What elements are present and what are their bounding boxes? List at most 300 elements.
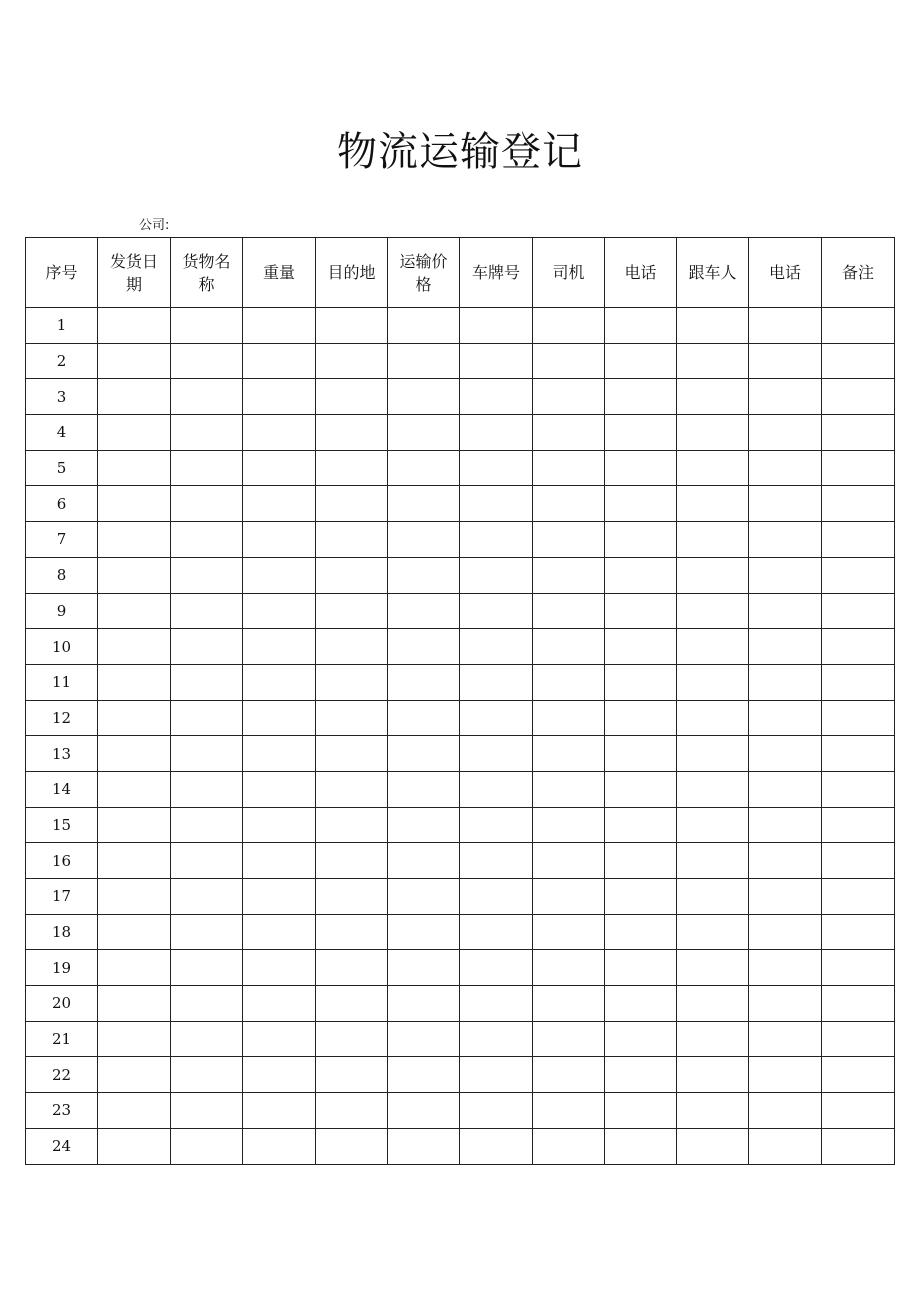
entry-cell[interactable] <box>316 700 388 736</box>
entry-cell[interactable] <box>605 593 677 629</box>
table-row <box>26 807 895 843</box>
column-header <box>26 238 98 308</box>
entry-cell[interactable] <box>749 486 822 522</box>
entry-cell[interactable] <box>749 1128 822 1164</box>
entry-cell[interactable] <box>460 379 533 415</box>
entry-cell[interactable] <box>605 843 677 879</box>
entry-cell[interactable] <box>316 879 388 915</box>
entry-cell[interactable] <box>460 843 533 879</box>
entry-cell[interactable] <box>749 308 822 344</box>
row-number-cell: 13 <box>26 736 98 772</box>
row-number-cell: 9 <box>26 593 98 629</box>
entry-cell[interactable] <box>98 700 171 736</box>
entry-cell[interactable] <box>533 879 605 915</box>
entry-cell[interactable] <box>171 1057 243 1093</box>
entry-cell[interactable] <box>388 343 460 379</box>
entry-cell[interactable] <box>243 522 316 558</box>
entry-cell[interactable] <box>98 415 171 451</box>
entry-cell[interactable] <box>533 1057 605 1093</box>
entry-cell[interactable] <box>749 1093 822 1129</box>
entry-cell[interactable] <box>460 807 533 843</box>
entry-cell[interactable] <box>98 379 171 415</box>
entry-cell[interactable] <box>171 843 243 879</box>
entry-cell[interactable] <box>316 736 388 772</box>
entry-cell[interactable] <box>822 736 895 772</box>
entry-cell[interactable] <box>243 736 316 772</box>
entry-cell[interactable] <box>243 379 316 415</box>
entry-cell[interactable] <box>605 450 677 486</box>
entry-cell[interactable] <box>171 415 243 451</box>
entry-cell[interactable] <box>460 1057 533 1093</box>
entry-cell[interactable] <box>533 700 605 736</box>
entry-cell[interactable] <box>243 308 316 344</box>
entry-cell[interactable] <box>749 736 822 772</box>
entry-cell[interactable] <box>316 415 388 451</box>
column-header <box>243 238 316 308</box>
entry-cell[interactable] <box>388 700 460 736</box>
entry-cell[interactable] <box>243 343 316 379</box>
entry-cell[interactable] <box>388 450 460 486</box>
entry-cell[interactable] <box>316 486 388 522</box>
column-header-label: 序号 <box>45 263 78 282</box>
entry-cell[interactable] <box>171 950 243 986</box>
entry-cell[interactable] <box>316 1057 388 1093</box>
entry-cell[interactable] <box>677 736 749 772</box>
entry-cell[interactable] <box>605 914 677 950</box>
entry-cell[interactable] <box>533 308 605 344</box>
column-header-label: 备注 <box>841 263 874 282</box>
entry-cell[interactable] <box>171 557 243 593</box>
table-row <box>26 950 895 986</box>
entry-cell[interactable] <box>533 664 605 700</box>
entry-cell[interactable] <box>822 879 895 915</box>
entry-cell[interactable] <box>605 522 677 558</box>
column-header <box>388 238 460 308</box>
entry-cell[interactable] <box>460 557 533 593</box>
entry-cell[interactable] <box>822 379 895 415</box>
entry-cell[interactable] <box>98 1057 171 1093</box>
entry-cell[interactable] <box>605 1021 677 1057</box>
entry-cell[interactable] <box>749 914 822 950</box>
entry-cell[interactable] <box>605 415 677 451</box>
entry-cell[interactable] <box>243 450 316 486</box>
entry-cell[interactable] <box>749 629 822 665</box>
entry-cell[interactable] <box>388 593 460 629</box>
table-row <box>26 450 895 486</box>
entry-cell[interactable] <box>98 308 171 344</box>
entry-cell[interactable] <box>388 771 460 807</box>
column-header-label: 运输价格 <box>399 251 448 294</box>
entry-cell[interactable] <box>749 522 822 558</box>
entry-cell[interactable] <box>98 1093 171 1129</box>
entry-cell[interactable] <box>677 879 749 915</box>
entry-cell[interactable] <box>98 1021 171 1057</box>
entry-cell[interactable] <box>460 1128 533 1164</box>
entry-cell[interactable] <box>533 736 605 772</box>
entry-cell[interactable] <box>677 700 749 736</box>
entry-cell[interactable] <box>749 879 822 915</box>
entry-cell[interactable] <box>605 379 677 415</box>
entry-cell[interactable] <box>316 843 388 879</box>
entry-cell[interactable] <box>677 450 749 486</box>
entry-cell[interactable] <box>677 379 749 415</box>
entry-cell[interactable] <box>605 1093 677 1129</box>
row-number-cell: 15 <box>26 807 98 843</box>
entry-cell[interactable] <box>171 486 243 522</box>
entry-cell[interactable] <box>460 629 533 665</box>
entry-cell[interactable] <box>98 522 171 558</box>
entry-cell[interactable] <box>171 450 243 486</box>
column-header-label: 跟车人 <box>688 263 737 282</box>
entry-cell[interactable] <box>677 343 749 379</box>
entry-cell[interactable] <box>749 664 822 700</box>
row-number-cell: 19 <box>26 950 98 986</box>
entry-cell[interactable] <box>388 843 460 879</box>
entry-cell[interactable] <box>316 522 388 558</box>
column-header <box>316 238 388 308</box>
entry-cell[interactable] <box>822 986 895 1022</box>
entry-cell[interactable] <box>822 700 895 736</box>
entry-cell[interactable] <box>388 736 460 772</box>
entry-cell[interactable] <box>98 450 171 486</box>
entry-cell[interactable] <box>822 415 895 451</box>
entry-cell[interactable] <box>822 771 895 807</box>
entry-cell[interactable] <box>171 807 243 843</box>
entry-cell[interactable] <box>460 950 533 986</box>
entry-cell[interactable] <box>749 593 822 629</box>
entry-cell[interactable] <box>822 950 895 986</box>
entry-cell[interactable] <box>316 986 388 1022</box>
entry-cell[interactable] <box>243 486 316 522</box>
entry-cell[interactable] <box>171 736 243 772</box>
entry-cell[interactable] <box>460 986 533 1022</box>
entry-cell[interactable] <box>460 343 533 379</box>
entry-cell[interactable] <box>533 807 605 843</box>
entry-cell[interactable] <box>677 1021 749 1057</box>
entry-cell[interactable] <box>243 664 316 700</box>
entry-cell[interactable] <box>171 879 243 915</box>
entry-cell[interactable] <box>316 379 388 415</box>
row-number-cell: 14 <box>26 771 98 807</box>
table-row <box>26 986 895 1022</box>
entry-cell[interactable] <box>605 557 677 593</box>
entry-cell[interactable] <box>677 771 749 807</box>
entry-cell[interactable] <box>677 986 749 1022</box>
entry-cell[interactable] <box>316 1021 388 1057</box>
entry-cell[interactable] <box>605 343 677 379</box>
entry-cell[interactable] <box>243 1021 316 1057</box>
row-number-cell: 3 <box>26 379 98 415</box>
entry-cell[interactable] <box>316 664 388 700</box>
entry-cell[interactable] <box>171 629 243 665</box>
entry-cell[interactable] <box>316 914 388 950</box>
entry-cell[interactable] <box>677 950 749 986</box>
entry-cell[interactable] <box>316 771 388 807</box>
entry-cell[interactable] <box>171 379 243 415</box>
entry-cell[interactable] <box>605 1057 677 1093</box>
entry-cell[interactable] <box>316 343 388 379</box>
entry-cell[interactable] <box>316 807 388 843</box>
entry-cell[interactable] <box>460 1021 533 1057</box>
entry-cell[interactable] <box>533 843 605 879</box>
entry-cell[interactable] <box>243 700 316 736</box>
entry-cell[interactable] <box>460 771 533 807</box>
entry-cell[interactable] <box>243 1057 316 1093</box>
entry-cell[interactable] <box>243 771 316 807</box>
entry-cell[interactable] <box>822 807 895 843</box>
column-header <box>98 238 171 308</box>
row-number-cell: 5 <box>26 450 98 486</box>
entry-cell[interactable] <box>171 771 243 807</box>
column-header-label: 货物名称 <box>182 251 231 294</box>
table-row <box>26 593 895 629</box>
entry-cell[interactable] <box>749 843 822 879</box>
entry-cell[interactable] <box>460 522 533 558</box>
entry-cell[interactable] <box>822 1057 895 1093</box>
entry-cell[interactable] <box>243 1128 316 1164</box>
entry-cell[interactable] <box>605 950 677 986</box>
entry-cell[interactable] <box>605 308 677 344</box>
entry-cell[interactable] <box>460 736 533 772</box>
entry-cell[interactable] <box>98 771 171 807</box>
entry-cell[interactable] <box>316 1093 388 1129</box>
entry-cell[interactable] <box>316 450 388 486</box>
entry-cell[interactable] <box>171 700 243 736</box>
column-header-label: 重量 <box>262 263 295 282</box>
entry-cell[interactable] <box>171 308 243 344</box>
entry-cell[interactable] <box>388 986 460 1022</box>
entry-cell[interactable] <box>533 415 605 451</box>
entry-cell[interactable] <box>533 343 605 379</box>
entry-cell[interactable] <box>460 914 533 950</box>
entry-cell[interactable] <box>533 771 605 807</box>
entry-cell[interactable] <box>171 593 243 629</box>
entry-cell[interactable] <box>533 557 605 593</box>
entry-cell[interactable] <box>171 1021 243 1057</box>
entry-cell[interactable] <box>749 986 822 1022</box>
entry-cell[interactable] <box>388 1093 460 1129</box>
entry-cell[interactable] <box>460 486 533 522</box>
table-row <box>26 664 895 700</box>
entry-cell[interactable] <box>822 450 895 486</box>
entry-cell[interactable] <box>677 593 749 629</box>
entry-cell[interactable] <box>171 664 243 700</box>
entry-cell[interactable] <box>316 308 388 344</box>
entry-cell[interactable] <box>677 308 749 344</box>
entry-cell[interactable] <box>98 807 171 843</box>
entry-cell[interactable] <box>822 1093 895 1129</box>
entry-cell[interactable] <box>243 879 316 915</box>
entry-cell[interactable] <box>677 1057 749 1093</box>
entry-cell[interactable] <box>533 1128 605 1164</box>
column-header-label: 车牌号 <box>471 263 520 282</box>
entry-cell[interactable] <box>533 450 605 486</box>
entry-cell[interactable] <box>243 557 316 593</box>
entry-cell[interactable] <box>243 593 316 629</box>
entry-cell[interactable] <box>388 522 460 558</box>
entry-cell[interactable] <box>460 700 533 736</box>
entry-cell[interactable] <box>822 593 895 629</box>
entry-cell[interactable] <box>388 629 460 665</box>
entry-cell[interactable] <box>98 593 171 629</box>
entry-cell[interactable] <box>533 379 605 415</box>
entry-cell[interactable] <box>98 629 171 665</box>
entry-cell[interactable] <box>171 1128 243 1164</box>
entry-cell[interactable] <box>243 807 316 843</box>
entry-cell[interactable] <box>605 771 677 807</box>
entry-cell[interactable] <box>822 557 895 593</box>
entry-cell[interactable] <box>171 522 243 558</box>
column-header <box>605 238 677 308</box>
entry-cell[interactable] <box>749 379 822 415</box>
entry-cell[interactable] <box>605 700 677 736</box>
row-number-cell: 16 <box>26 843 98 879</box>
entry-cell[interactable] <box>533 950 605 986</box>
entry-cell[interactable] <box>749 807 822 843</box>
entry-cell[interactable] <box>460 308 533 344</box>
entry-cell[interactable] <box>533 1093 605 1129</box>
row-number-cell: 7 <box>26 522 98 558</box>
entry-cell[interactable] <box>533 914 605 950</box>
entry-cell[interactable] <box>533 486 605 522</box>
entry-cell[interactable] <box>388 950 460 986</box>
entry-cell[interactable] <box>388 1128 460 1164</box>
row-number-cell: 18 <box>26 914 98 950</box>
entry-cell[interactable] <box>388 1021 460 1057</box>
row-number-cell: 2 <box>26 343 98 379</box>
entry-cell[interactable] <box>316 629 388 665</box>
entry-cell[interactable] <box>749 450 822 486</box>
entry-cell[interactable] <box>677 557 749 593</box>
entry-cell[interactable] <box>388 664 460 700</box>
entry-cell[interactable] <box>316 593 388 629</box>
entry-cell[interactable] <box>677 914 749 950</box>
entry-cell[interactable] <box>533 986 605 1022</box>
entry-cell[interactable] <box>533 522 605 558</box>
entry-cell[interactable] <box>460 664 533 700</box>
entry-cell[interactable] <box>749 415 822 451</box>
entry-cell[interactable] <box>388 807 460 843</box>
entry-cell[interactable] <box>171 1093 243 1129</box>
entry-cell[interactable] <box>388 415 460 451</box>
entry-cell[interactable] <box>822 308 895 344</box>
entry-cell[interactable] <box>605 1128 677 1164</box>
entry-cell[interactable] <box>98 950 171 986</box>
entry-cell[interactable] <box>388 1057 460 1093</box>
entry-cell[interactable] <box>98 736 171 772</box>
entry-cell[interactable] <box>677 1128 749 1164</box>
entry-cell[interactable] <box>605 986 677 1022</box>
entry-cell[interactable] <box>98 986 171 1022</box>
entry-cell[interactable] <box>98 1128 171 1164</box>
entry-cell[interactable] <box>388 914 460 950</box>
entry-cell[interactable] <box>243 950 316 986</box>
entry-cell[interactable] <box>677 522 749 558</box>
entry-cell[interactable] <box>98 914 171 950</box>
entry-cell[interactable] <box>533 1021 605 1057</box>
entry-cell[interactable] <box>243 629 316 665</box>
entry-cell[interactable] <box>749 700 822 736</box>
entry-cell[interactable] <box>460 415 533 451</box>
entry-cell[interactable] <box>316 1128 388 1164</box>
entry-cell[interactable] <box>822 486 895 522</box>
row-number-cell: 4 <box>26 415 98 451</box>
entry-cell[interactable] <box>460 593 533 629</box>
entry-cell[interactable] <box>677 415 749 451</box>
entry-cell[interactable] <box>243 1093 316 1129</box>
entry-cell[interactable] <box>605 629 677 665</box>
entry-cell[interactable] <box>822 629 895 665</box>
entry-cell[interactable] <box>460 879 533 915</box>
entry-cell[interactable] <box>677 843 749 879</box>
entry-cell[interactable] <box>316 950 388 986</box>
entry-cell[interactable] <box>822 1128 895 1164</box>
entry-cell[interactable] <box>533 593 605 629</box>
entry-cell[interactable] <box>460 1093 533 1129</box>
table-row <box>26 1093 895 1129</box>
entry-cell[interactable] <box>98 843 171 879</box>
entry-cell[interactable] <box>677 807 749 843</box>
entry-cell[interactable] <box>822 664 895 700</box>
entry-cell[interactable] <box>171 986 243 1022</box>
entry-cell[interactable] <box>388 557 460 593</box>
entry-cell[interactable] <box>388 486 460 522</box>
row-number-cell: 21 <box>26 1021 98 1057</box>
entry-cell[interactable] <box>171 343 243 379</box>
entry-cell[interactable] <box>677 664 749 700</box>
entry-cell[interactable] <box>605 879 677 915</box>
entry-cell[interactable] <box>749 1057 822 1093</box>
entry-cell[interactable] <box>822 522 895 558</box>
row-number-cell: 22 <box>26 1057 98 1093</box>
entry-cell[interactable] <box>749 343 822 379</box>
entry-cell[interactable] <box>822 843 895 879</box>
column-header-label: 发货日期 <box>109 251 158 294</box>
table-row <box>26 1021 895 1057</box>
entry-cell[interactable] <box>171 914 243 950</box>
entry-cell[interactable] <box>822 1021 895 1057</box>
entry-cell[interactable] <box>749 771 822 807</box>
entry-cell[interactable] <box>749 950 822 986</box>
entry-cell[interactable] <box>605 664 677 700</box>
entry-cell[interactable] <box>243 986 316 1022</box>
entry-cell[interactable] <box>605 736 677 772</box>
entry-cell[interactable] <box>822 914 895 950</box>
entry-cell[interactable] <box>605 486 677 522</box>
entry-cell[interactable] <box>749 557 822 593</box>
entry-cell[interactable] <box>677 486 749 522</box>
entry-cell[interactable] <box>533 629 605 665</box>
entry-cell[interactable] <box>460 450 533 486</box>
entry-cell[interactable] <box>98 879 171 915</box>
entry-cell[interactable] <box>605 807 677 843</box>
entry-cell[interactable] <box>749 1021 822 1057</box>
entry-cell[interactable] <box>98 486 171 522</box>
entry-cell[interactable] <box>316 557 388 593</box>
entry-cell[interactable] <box>98 664 171 700</box>
entry-cell[interactable] <box>388 379 460 415</box>
entry-cell[interactable] <box>98 343 171 379</box>
entry-cell[interactable] <box>677 1093 749 1129</box>
entry-cell[interactable] <box>388 308 460 344</box>
entry-cell[interactable] <box>243 415 316 451</box>
entry-cell[interactable] <box>98 557 171 593</box>
entry-cell[interactable] <box>388 879 460 915</box>
entry-cell[interactable] <box>243 843 316 879</box>
entry-cell[interactable] <box>822 343 895 379</box>
entry-cell[interactable] <box>677 629 749 665</box>
entry-cell[interactable] <box>243 914 316 950</box>
